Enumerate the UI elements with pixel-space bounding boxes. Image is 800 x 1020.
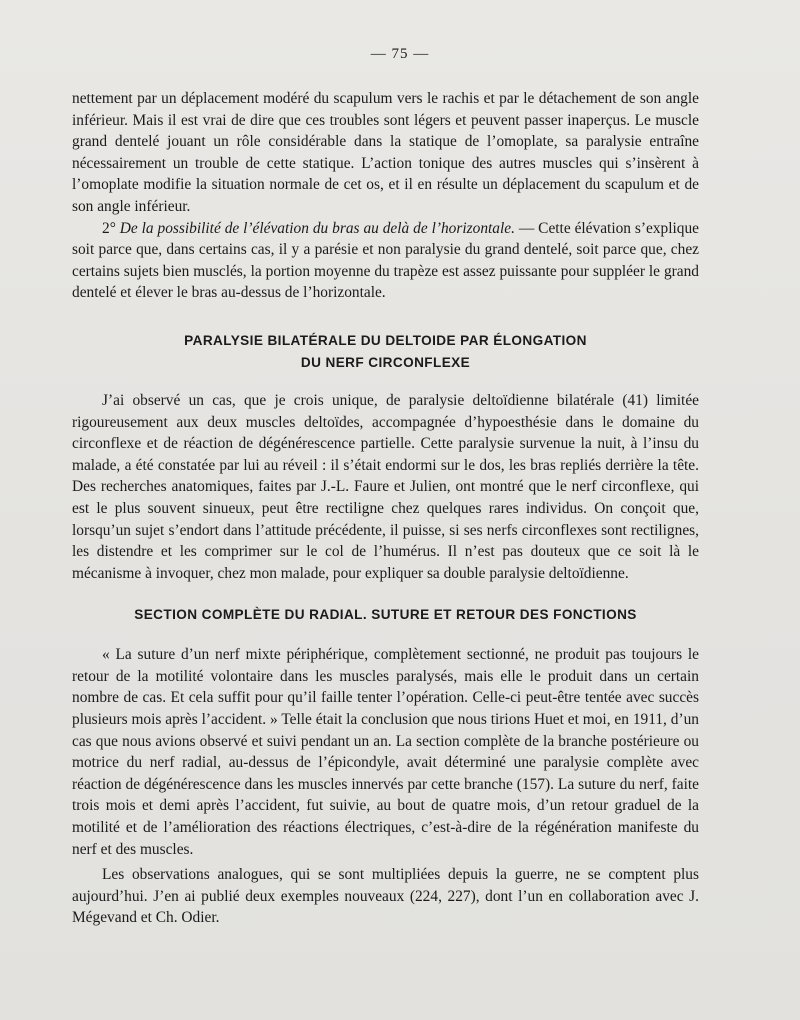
italic-subheading: De la possibilité de l’élévation du bras au delà de l’horizontale. <box>119 219 515 237</box>
page-number: — 75 — <box>370 46 430 62</box>
section-heading-deltoid-line1: PARALYSIE BILATÉRALE DU DELTOIDE PAR ÉLONGATION <box>184 332 587 348</box>
page-body <box>72 88 699 929</box>
paragraph-deltoid-case: J’ai observé un cas, que je crois unique, de paralysie deltoïdienne bilatérale (41) limitée rigoureusement aux deux muscles deltoïdes, accompagnée d’hypoesthésie dans le domaine du circonflexe et de réaction de dégénérescence partielle. Cette paralysie survenue la nuit, à l’insu du malade, a été constatée par lui au réveil : il s’était endormi sur le dos, les bras repliés derrière la tête. Des recherches anatomiques, faites par J.-L. Faure et Julien, ont montré que le nerf circonflexe, qui est le plus souvent sinueux, peut être rectiligne chez quelques rares individus. On conçoit que, lorsqu’un sujet s’endort dans l’attitude précédente, il puisse, si ses nerfs circonflexes sont rectilignes, les distendre et les comprimer sur le col de l’humérus. Il n’est pas douteux que ce soit là le mécanisme à invoquer, chez mon malade, pour expliquer sa double paralysie deltoïdienne. <box>72 391 699 582</box>
paragraph-observations: Les observations analogues, qui se sont multipliées depuis la guerre, ne se comptent plus aujourd’hui. J’en ai publié deux exemples nouveaux (224, 227), dont l’un en collaboration avec J. Mégevand et Ch. Odier. <box>72 866 699 927</box>
paragraph-serratus-conclusion: nettement par un déplacement modéré du scapulum vers le rachis et par le détachement de son angle inférieur. Mais il est vrai de dire que ces troubles sont légers et peuvent passer inaperçus. Le muscle grand dentelé jouant un rôle considérable dans la statique de l’omoplate, sa paralysie entraîne nécessairement un trouble de cette statique. L’action tonique des autres muscles qui s’insèrent à l’omoplate modifie la situation normale de cet os, et il en résulte un déplacement du scapulum et de son angle inférieur. <box>72 90 699 215</box>
section-heading-radial: SECTION COMPLÈTE DU RADIAL. SUTURE ET RETOUR DES FONCTIONS <box>134 607 637 623</box>
paragraph-arm-elevation <box>72 218 699 304</box>
list-marker: 2° <box>102 219 120 237</box>
section-heading-deltoid-line2: DU NERF CIRCONFLEXE <box>300 354 471 370</box>
section-heading-deltoid <box>72 330 699 374</box>
paragraph-radial-suture: « La suture d’un nerf mixte périphérique, complètement sectionné, ne produit pas toujours le retour de la motilité volontaire dans les muscles paralysés, mais elle le produit dans un certain nombre de cas. Et cela suffit pour qu’il faille tenter l’opération. Celle-ci peut-être tentée avec succès plusieurs mois après l’accident. » Telle était la conclusion que nous tirions Huet et moi, en 1911, d’un cas que nous avions observé et suivi pendant un an. La section complète de la branche postérieure ou motrice du nerf radial, au-dessus de l’épicondyle, avait déterminé une paralysie complète avec réaction de dégénérescence dans les muscles innervés par cette branche (157). La suture du nerf, faite trois mois et demi après l’accident, fut suivie, au bout de quatre mois, d’un retour graduel de la motilité et de l’amélioration des réactions électriques, c’est-à-dire de la régénération manifeste du nerf et des muscles. <box>72 646 699 858</box>
paragraph-arm-elevation-text: — Cette élévation s’explique soit parce que, dans certains cas, il y a parésie et non paralysie du grand dentelé, soit parce que, chez certains sujets bien musclés, la portion moyenne du trapèze est assez puissante pour suppléer le grand dentelé et élever le bras au-dessus de l’horizontale. <box>72 219 700 302</box>
